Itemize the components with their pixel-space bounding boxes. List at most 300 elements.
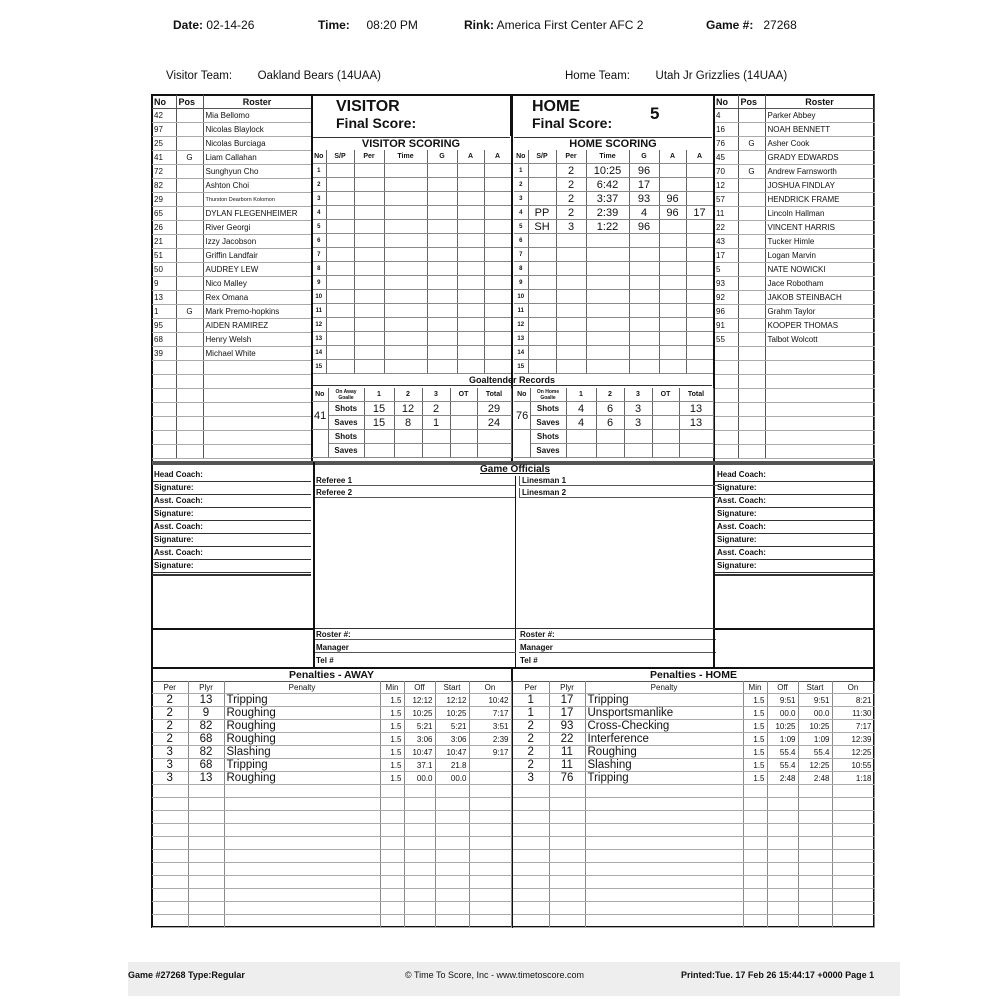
penalty-on [832, 837, 874, 850]
footer-game-type: Game #27268 Type:Regular [128, 970, 245, 980]
player-number: 55 [714, 333, 738, 347]
player-position [738, 319, 765, 333]
penalty-off: 00.0 [404, 772, 435, 785]
goalie-period-value: 15 [364, 402, 394, 416]
player-position [176, 207, 203, 221]
goal-per [556, 262, 586, 276]
penalty-min [743, 798, 767, 811]
player-number: 92 [714, 291, 738, 305]
penalty-plyr [549, 850, 585, 863]
goal-a2 [686, 290, 713, 304]
home-tel-label: Tel # [520, 656, 538, 665]
player-position [176, 235, 203, 249]
player-number: 68 [152, 333, 176, 347]
penalty-plyr [549, 876, 585, 889]
goal-g [427, 290, 457, 304]
penalty-penalty [585, 785, 743, 798]
penalty-start [435, 902, 469, 915]
penalty-penalty: Tripping [224, 694, 380, 707]
home-coaches-block [715, 469, 874, 573]
goal-a2 [686, 178, 713, 192]
goal-a1 [457, 318, 484, 332]
penalty-on: 10:55 [832, 759, 874, 772]
penalty-per: 2 [513, 746, 549, 759]
goal-number: 10 [514, 290, 528, 304]
goal-number: 8 [514, 262, 528, 276]
scoring-row [514, 248, 713, 262]
scoring-row [312, 248, 511, 262]
penalties-away-table [152, 681, 512, 928]
penalty-row [152, 798, 511, 811]
penalty-penalty [585, 798, 743, 811]
goalie-period-value [652, 444, 679, 458]
roster-row [152, 319, 311, 333]
goal-number: 7 [514, 248, 528, 262]
goal-per [354, 346, 384, 360]
goal-a2 [484, 360, 511, 374]
roster-row [152, 249, 311, 263]
penalty-start: 9:51 [798, 694, 832, 707]
goal-a1 [659, 290, 686, 304]
penalty-penalty: Slashing [224, 746, 380, 759]
goalie-p3-header: 3 [624, 388, 652, 402]
player-position [176, 347, 203, 361]
penalty-min: 1.5 [743, 733, 767, 746]
roster-pos-header: Pos [176, 95, 203, 109]
penalty-row [513, 863, 874, 876]
scoring-no-header: No [514, 150, 528, 164]
penalty-off: 10:47 [404, 746, 435, 759]
penalty-on [469, 785, 511, 798]
goal-sp [326, 192, 354, 206]
goalie-period-value [450, 444, 477, 458]
player-name: Lincoln Hallman [765, 207, 874, 221]
player-position [738, 249, 765, 263]
roster-row [714, 165, 874, 179]
right-lower-divider [715, 628, 874, 630]
player-number: 5 [714, 263, 738, 277]
penalty-row [152, 824, 511, 837]
player-number: 9 [152, 277, 176, 291]
penalty-plyr [188, 889, 224, 902]
signature-label: Signature: [715, 482, 874, 495]
penalties-home-table [513, 681, 875, 928]
goal-g [629, 318, 659, 332]
roster-sign-divider [315, 628, 715, 629]
goal-a2 [484, 206, 511, 220]
goal-per [354, 234, 384, 248]
penalty-per [513, 837, 549, 850]
player-position [738, 193, 765, 207]
penalty-start [435, 863, 469, 876]
penalty-off [404, 811, 435, 824]
goal-a1 [659, 220, 686, 234]
goalie-row [514, 416, 713, 430]
penalty-plyr: 13 [188, 694, 224, 707]
penalty-start: 10:25 [435, 707, 469, 720]
player-number: 41 [152, 151, 176, 165]
goalie-row [312, 402, 511, 416]
penalty-on [469, 772, 511, 785]
penalty-penalty: Tripping [585, 772, 743, 785]
penalty-off: 2:48 [767, 772, 798, 785]
penalty-plyr [188, 876, 224, 889]
goal-number: 6 [514, 234, 528, 248]
penalty-row [152, 837, 511, 850]
penalty-off [404, 915, 435, 928]
goalie-row [514, 444, 713, 458]
player-name [765, 403, 874, 417]
penalty-row [513, 915, 874, 928]
penalty-per [513, 902, 549, 915]
pen-plyr-header: Plyr [188, 681, 224, 694]
penalty-per [152, 876, 188, 889]
penalty-row [152, 694, 511, 707]
player-name: Izzy Jacobson [203, 235, 311, 249]
player-number [152, 375, 176, 389]
penalty-penalty [585, 837, 743, 850]
home-final-score-value: 5 [650, 104, 660, 123]
scoring-per-header: Per [556, 150, 586, 164]
player-position [176, 291, 203, 305]
scoring-row [312, 234, 511, 248]
goal-number: 2 [514, 178, 528, 192]
player-number: 17 [714, 249, 738, 263]
player-number [714, 431, 738, 445]
goal-a1 [457, 290, 484, 304]
penalty-penalty: Roughing [585, 746, 743, 759]
penalty-start [798, 915, 832, 928]
roster-row [714, 389, 874, 403]
penalty-per: 1 [513, 707, 549, 720]
penalty-per [152, 837, 188, 850]
penalty-row [513, 798, 874, 811]
goal-number: 15 [514, 360, 528, 374]
penalty-start [798, 837, 832, 850]
goal-g [629, 276, 659, 290]
penalty-on [469, 850, 511, 863]
penalty-penalty [585, 889, 743, 902]
player-position [738, 347, 765, 361]
goalie-ot-header: OT [652, 388, 679, 402]
player-position [738, 389, 765, 403]
goal-sp [528, 164, 556, 178]
penalty-plyr [549, 798, 585, 811]
home-scoring-title: HOME SCORING [514, 137, 712, 150]
scoring-row [514, 192, 713, 206]
player-name [765, 417, 874, 431]
penalty-penalty: Roughing [224, 772, 380, 785]
goal-per [354, 248, 384, 262]
goal-number: 8 [312, 262, 326, 276]
goal-number: 7 [312, 248, 326, 262]
player-number: 95 [152, 319, 176, 333]
penalty-min [380, 863, 404, 876]
scoring-no-header: No [312, 150, 326, 164]
goal-sp [528, 192, 556, 206]
date-field: Date: 02-14-26 [173, 18, 255, 32]
penalty-min: 1.5 [380, 694, 404, 707]
roster-row [152, 431, 311, 445]
goal-per [354, 290, 384, 304]
goal-sp [528, 332, 556, 346]
penalty-start [435, 798, 469, 811]
signature-label: Signature: [152, 508, 311, 521]
penalty-min [743, 837, 767, 850]
player-number [714, 361, 738, 375]
player-position [176, 445, 203, 459]
penalty-on [832, 863, 874, 876]
officials-title: Game Officials [479, 464, 551, 475]
penalty-min: 1.5 [380, 720, 404, 733]
scoring-row [312, 220, 511, 234]
goal-number: 9 [312, 276, 326, 290]
goalie-row-label: Shots [530, 430, 566, 444]
player-name [765, 347, 874, 361]
penalty-on [832, 902, 874, 915]
penalty-per [513, 915, 549, 928]
scoring-assist2-header: A [484, 150, 511, 164]
goal-per: 2 [556, 178, 586, 192]
penalty-off [767, 876, 798, 889]
roster-row [152, 333, 311, 347]
scoring-time-header: Time [586, 150, 629, 164]
goal-time: 6:42 [586, 178, 629, 192]
signature-label: Signature: [715, 508, 874, 521]
goal-per [354, 192, 384, 206]
goal-g [629, 332, 659, 346]
goal-g [629, 234, 659, 248]
player-number [714, 417, 738, 431]
goal-a2 [484, 332, 511, 346]
penalty-per: 2 [152, 720, 188, 733]
goal-g [629, 248, 659, 262]
penalty-start [435, 915, 469, 928]
penalty-min: 1.5 [743, 720, 767, 733]
player-name: Asher Cook [765, 137, 874, 151]
player-number: 22 [714, 221, 738, 235]
penalty-penalty [585, 863, 743, 876]
goal-time: 10:25 [586, 164, 629, 178]
penalty-off [404, 902, 435, 915]
scoring-row [312, 262, 511, 276]
goal-g [427, 360, 457, 374]
player-name [765, 445, 874, 459]
visitor-tel-label: Tel # [316, 656, 334, 665]
coach-label: Asst. Coach: [152, 521, 311, 534]
goal-g [427, 276, 457, 290]
penalty-per [152, 798, 188, 811]
penalty-penalty: Tripping [224, 759, 380, 772]
roster-row [714, 109, 874, 123]
player-position [738, 375, 765, 389]
penalty-plyr [188, 837, 224, 850]
penalty-row [152, 902, 511, 915]
goal-sp [326, 248, 354, 262]
penalty-penalty [224, 902, 380, 915]
penalty-per: 2 [513, 733, 549, 746]
penalty-on [832, 785, 874, 798]
penalty-per [152, 889, 188, 902]
penalty-off [767, 850, 798, 863]
goalie-number: 76 [514, 402, 530, 430]
goal-a1 [457, 346, 484, 360]
goal-a1 [659, 178, 686, 192]
player-number [152, 417, 176, 431]
goal-per [354, 206, 384, 220]
scoring-row [514, 220, 713, 234]
scoring-row [514, 234, 713, 248]
goalie-period-value: 6 [596, 416, 624, 430]
player-name: Andrew Farnsworth [765, 165, 874, 179]
penalty-on: 12:39 [832, 733, 874, 746]
pen-start-header: Start [798, 681, 832, 694]
goal-per: 2 [556, 164, 586, 178]
roster-row [152, 375, 311, 389]
penalty-start [798, 889, 832, 902]
player-name: Talbot Wolcott [765, 333, 874, 347]
goal-per [556, 360, 586, 374]
penalty-per [152, 863, 188, 876]
goalie-period-value [624, 430, 652, 444]
scoring-goal-header: G [629, 150, 659, 164]
goal-time [586, 262, 629, 276]
roster-row [152, 263, 311, 277]
goal-per [354, 262, 384, 276]
penalty-plyr [188, 811, 224, 824]
scoring-row [514, 206, 713, 220]
roster-row [714, 305, 874, 319]
signature-label: Signature: [152, 482, 311, 495]
scoring-row [514, 290, 713, 304]
goal-g [427, 206, 457, 220]
penalty-off [404, 863, 435, 876]
goal-time [586, 290, 629, 304]
penalty-on [469, 824, 511, 837]
penalty-per [513, 889, 549, 902]
penalty-per: 3 [513, 772, 549, 785]
player-name: Rex Omana [203, 291, 311, 305]
goal-number: 5 [312, 220, 326, 234]
penalty-per [513, 785, 549, 798]
goal-sp [326, 360, 354, 374]
roster-row [152, 403, 311, 417]
roster-row [152, 123, 311, 137]
goal-sp [326, 234, 354, 248]
goalie-period-value: 29 [477, 402, 511, 416]
goal-number: 12 [514, 318, 528, 332]
goal-a2 [484, 304, 511, 318]
penalty-off [767, 863, 798, 876]
goal-g [427, 262, 457, 276]
penalty-off: 55.4 [767, 759, 798, 772]
goal-a2 [484, 248, 511, 262]
goalie-number [514, 430, 530, 458]
pen-on-header: On [832, 681, 874, 694]
goalie-row-label: Saves [530, 444, 566, 458]
goalie-number: 41 [312, 402, 328, 430]
penalty-row [152, 785, 511, 798]
goalie-period-value: 4 [566, 402, 596, 416]
scoring-time-header: Time [384, 150, 427, 164]
player-name: Michael White [203, 347, 311, 361]
penalty-start [798, 850, 832, 863]
penalty-penalty: Tripping [585, 694, 743, 707]
goal-g: 96 [629, 164, 659, 178]
goal-a1: 96 [659, 192, 686, 206]
visitor-team-field: Visitor Team: Oakland Bears (14UAA) [166, 70, 381, 82]
penalty-start: 10:25 [798, 720, 832, 733]
player-name: Liam Callahan [203, 151, 311, 165]
goalie-period-value [450, 402, 477, 416]
player-number [152, 445, 176, 459]
goal-per [556, 346, 586, 360]
roster-pos-header: Pos [738, 95, 765, 109]
penalty-row [513, 733, 874, 746]
goalie-period-value: 4 [566, 416, 596, 430]
player-number: 70 [714, 165, 738, 179]
penalty-plyr: 82 [188, 746, 224, 759]
scoring-row [514, 332, 713, 346]
goal-a1 [659, 332, 686, 346]
goal-per: 3 [556, 220, 586, 234]
goal-a1 [659, 234, 686, 248]
goalie-row-label: Saves [328, 444, 364, 458]
player-name: VINCENT HARRIS [765, 221, 874, 235]
penalty-min [380, 850, 404, 863]
home-scoring-table [514, 150, 714, 374]
goal-a2 [484, 234, 511, 248]
scoring-row [312, 276, 511, 290]
goal-time [384, 262, 427, 276]
goal-sp [528, 346, 556, 360]
goal-g [629, 360, 659, 374]
goal-g [427, 248, 457, 262]
penalty-plyr [188, 824, 224, 837]
penalty-row [513, 902, 874, 915]
goal-a2 [686, 164, 713, 178]
penalty-start: 21.8 [435, 759, 469, 772]
player-number: 50 [152, 263, 176, 277]
penalty-row [513, 837, 874, 850]
goal-a1 [457, 360, 484, 374]
player-position [176, 417, 203, 431]
penalty-plyr [549, 811, 585, 824]
goal-a2 [484, 262, 511, 276]
goal-time [384, 346, 427, 360]
goal-per [354, 360, 384, 374]
player-number: 43 [714, 235, 738, 249]
player-number: 16 [714, 123, 738, 137]
right-divider-lower [713, 629, 715, 668]
scoring-per-header: Per [354, 150, 384, 164]
footer-copyright: © Time To Score, Inc - www.timetoscore.com [405, 970, 585, 980]
goal-time [384, 164, 427, 178]
penalty-off [404, 876, 435, 889]
player-name [765, 361, 874, 375]
goalie-period-value [652, 430, 679, 444]
roster-row [714, 263, 874, 277]
goalie-period-value [450, 430, 477, 444]
goal-per [354, 318, 384, 332]
goalie-row-label: Shots [328, 402, 364, 416]
scoring-sp-header: S/P [528, 150, 556, 164]
penalty-row [152, 915, 511, 928]
player-number [714, 347, 738, 361]
penalty-start: 2:48 [798, 772, 832, 785]
player-position [176, 375, 203, 389]
penalty-min [380, 837, 404, 850]
